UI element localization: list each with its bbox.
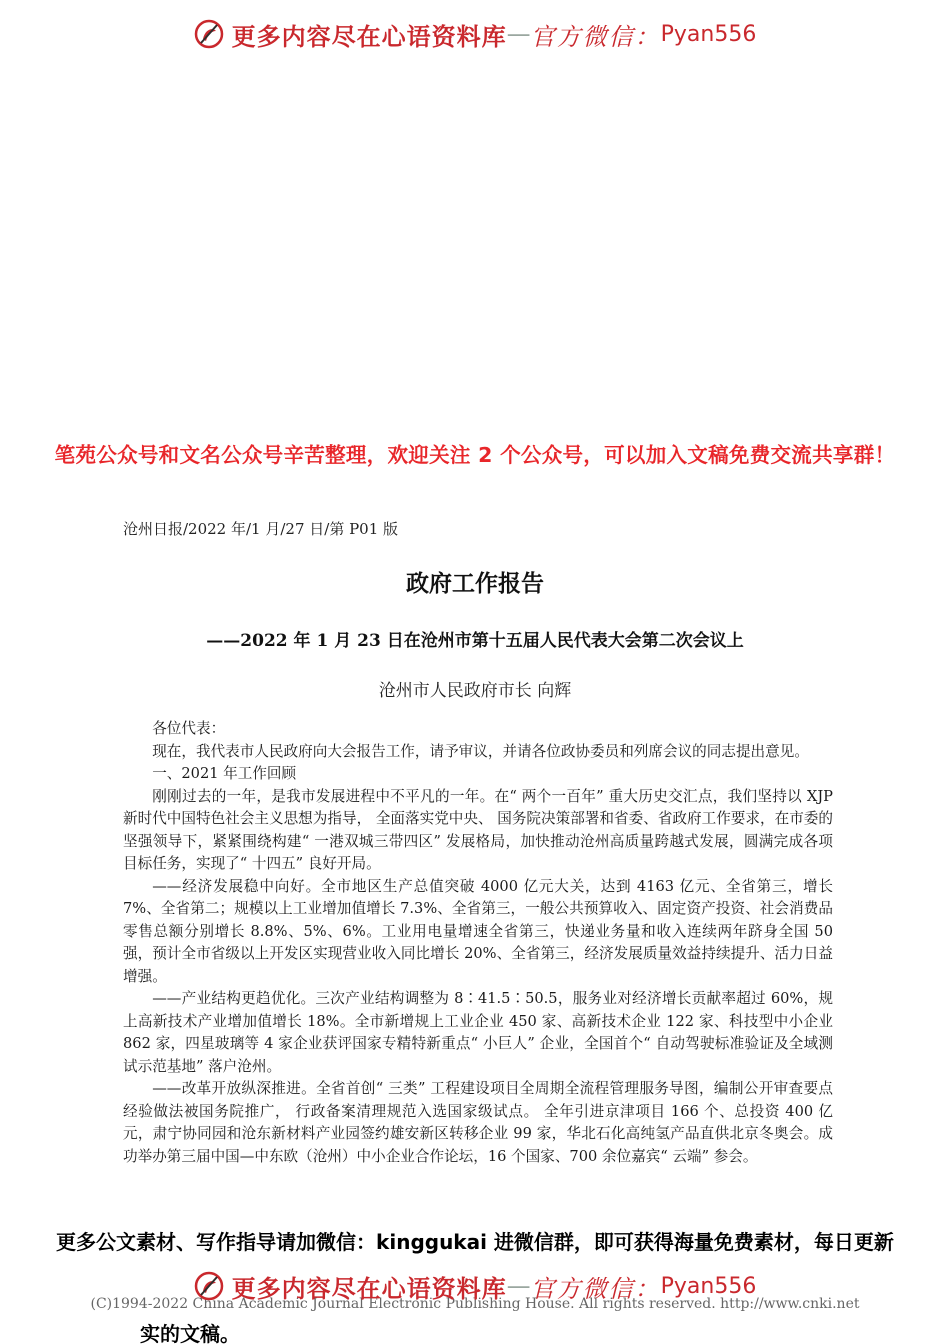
author-line: 沧州市人民政府市长 向辉 (378, 681, 572, 701)
watermark-dash: — (506, 20, 531, 48)
page-title: 政府工作报告 (406, 571, 544, 597)
report-body (123, 718, 833, 1168)
watermark-label: 官方微信： (530, 22, 661, 51)
cut-off-text-content: 实的文稿。 (140, 1322, 240, 1344)
brand-logo-icon (194, 19, 224, 49)
paragraph: 一、2021 年工作回顾 (152, 765, 297, 782)
watermark-text: 更多内容尽在心语资料库 (231, 21, 507, 51)
brand-logo-icon (194, 1271, 224, 1301)
paragraph: ——产业结构更趋优化。三次产业结构调整为 8∶41.5∶50.5，服务业对经济增长贡献率超过 60%，规上高新技术产业增加值增长 18%。全市新增规上工业企业 450 家、高新技术企业 122 家、科技型中小企业 862 家，四星玻璃等 4 家企业获评国家专精特新重点“ 小巨人” 企业，全国首个“ 自动驾驶标准验证及全域测试示范基地” 落户沧州。 (123, 990, 833, 1075)
paragraph: 刚刚过去的一年，是我市发展进程中不平凡的一年。在“ 两个一百年” 重大历史交汇点，我们坚持以 XJP 新时代中国特色社会主义思想为指导， 全面落实党中央、 国务院决策部署和省委、省政府工作要求，在市委的坚强领导下，紧紧围绕构建“ 一港双城三带四区” 发展格局，加快推动沧州高质量跨越式发展，圆满完成各项目标任务，实现了“ 十四五” 良好开局。 (123, 787, 833, 872)
promo-banner: 笔苑公众号和文名公众号辛苦整理，欢迎关注 2 个公众号，可以加入文稿免费交流共享群！ (54, 443, 896, 467)
watermark-header (0, 14, 950, 54)
paragraph: 现在，我代表市人民政府向大会报告工作，请予审议，并请各位政协委员和列席会议的同志提出意见。 (152, 742, 809, 760)
watermark-footer (0, 1266, 950, 1306)
copyright-line: (C)1994-2022 China Academic Journal Electronic Publishing House. All rights reserved. http://www.cnki.net (90, 1296, 860, 1312)
watermark-id: Pyan556 (660, 21, 757, 47)
watermark-id: Pyan556 (660, 1273, 757, 1299)
watermark-dash: — (506, 1272, 531, 1300)
paragraph: 各位代表： (152, 720, 226, 737)
watermark-label: 官方微信： (530, 1274, 661, 1303)
paragraph: ——经济发展稳中向好。全市地区生产总值突破 4000 亿元大关，达到 4163 亿元、全省第三，增长 7%、全省第二；规模以上工业增加值增长 7.3%、全省第三，一般公共预算收入、固定资产投资、社会消费品零售总额分别增长 8.8%、5%、6%。工业用电量增速全省第三，快递业务量和收入连续两年跻身全国 50 强，预计全市省级以上开发区实现营业收入同比增长 20%、全省第三，经济发展质量效益持续提升、活力日益增强。 (123, 877, 833, 985)
paragraph: ——改革开放纵深推进。全省首创“ 三类” 工程建设项目全周期全流程管理服务导图，编制公开审查要点经验做法被国务院推广， 行政备案清理规范入选国家级试点。 全年引进京津项目 166 个、总投资 400 亿元，肃宁协同园和沧东新材料产业园签约雄安新区转移企业 99 家，华北石化高纯氢产品直供北京冬奥会。成功举办第三届中国—中东欧（沧州）中小企业合作论坛，16 个国家、700 余位嘉宾“ 云端” 参会。 (123, 1080, 833, 1165)
footer-banner: 更多公文素材、写作指导请加微信：kinggukai 进微信群，即可获得海量免费素材，每日更新 (56, 1230, 894, 1254)
source-line: 沧州日报/2022 年/1 月/27 日/第 P01 版 (123, 520, 399, 538)
watermark-text: 更多内容尽在心语资料库 (231, 1273, 507, 1303)
subtitle: ——2022 年 1 月 23 日在沧州市第十五届人民代表大会第二次会议上 (206, 631, 744, 651)
